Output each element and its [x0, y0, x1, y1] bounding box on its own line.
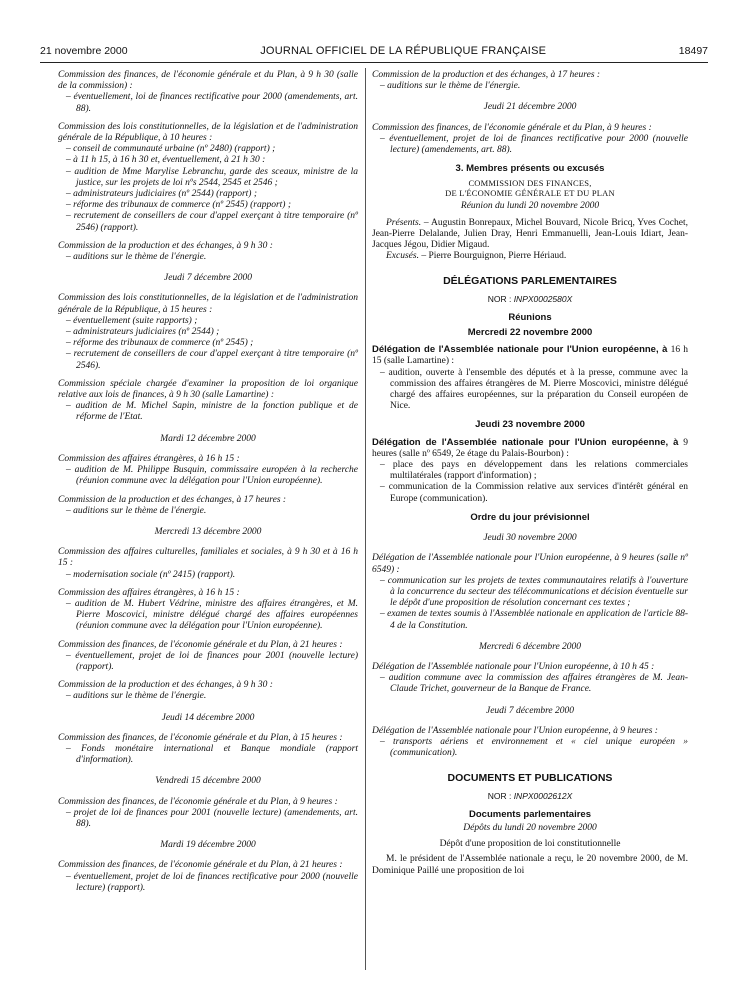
agenda-head: Commission des finances, de l'économie générale et du Plan, à 9 heures : — [372, 122, 652, 133]
agenda-head: Délégation de l'Assemblée nationale pour l'Union européenne, à 9 heures : — [372, 725, 658, 736]
agenda-item: – administrateurs judiciaires (nº 2544) (rapport) ; — [66, 189, 258, 200]
agenda-item: – communication sur les projets de textes communautaires relatifs à l'ouverture à la concurrence du secteur des télécommunications et décision éventuelle sur le dépôt d'une proposition de résolution concernant ces textes ; — [380, 575, 688, 609]
section-title-documents: DOCUMENTS ET PUBLICATIONS — [447, 772, 613, 785]
right-column — [372, 70, 688, 877]
commission-name: COMMISSION DES FINANCES, — [468, 178, 592, 189]
agenda-item: – auditions sur le thème de l'énergie. — [66, 252, 207, 263]
agenda-item: – communication de la Commission relative aux services d'intérêt général en Europe (communication). — [380, 482, 688, 504]
date-heading: Vendredi 15 décembre 2000 — [155, 776, 261, 787]
agenda-head: Commission des lois constitutionnelles, de la législation et de l'administration générale de la République, à 15 heures : — [58, 293, 358, 315]
section-title-delegations: DÉLÉGATIONS PARLEMENTAIRES — [443, 275, 617, 288]
date-heading: Mercredi 13 décembre 2000 — [154, 526, 262, 537]
delegation-name: Délégation de l'Assemblée nationale pour l'Union européenne, à — [372, 436, 679, 448]
agenda-block — [58, 733, 358, 767]
date-heading: Mercredi 6 décembre 2000 — [478, 641, 582, 652]
column-divider — [365, 68, 366, 970]
agenda-block — [58, 640, 358, 674]
agenda-item: – audition de M. Michel Sapin, ministre de la fonction publique et de réforme de l'Etat. — [66, 401, 358, 423]
nor-label: NOR : — [487, 790, 514, 801]
page-header — [40, 43, 708, 59]
agenda-item: – éventuellement, loi de finances rectificative pour 2000 (amendements, art. 88). — [66, 92, 358, 114]
present-members — [372, 218, 688, 252]
agenda-item: – conseil de communauté urbaine (nº 2480) (rapport) ; — [66, 144, 276, 155]
agenda-item: – à 11 h 15, à 16 h 30 et, éventuellement, à 21 h 30 : — [66, 155, 266, 166]
agenda-block — [372, 70, 688, 92]
agenda-block — [58, 293, 358, 371]
agenda-block — [58, 70, 358, 115]
agenda-item: – auditions sur le thème de l'énergie. — [66, 691, 207, 702]
agenda-item: – éventuellement, projet de loi de finances rectificative pour 2000 (nouvelle lecture) (amendements, art. 88). — [380, 133, 688, 156]
meeting-time: 9 heures (salle nº 6549, 2e étage du Palais-Bourbon) : — [372, 437, 689, 459]
agenda-block — [58, 547, 358, 581]
date-heading-bold: Jeudi 23 novembre 2000 — [475, 419, 585, 431]
present-label: Présents. — [386, 217, 422, 228]
agenda-head: Commission des affaires culturelles, familiales et sociales, à 9 h 30 et à 16 h 15 : — [58, 547, 358, 569]
agenda-item: – administrateurs judiciaires (nº 2544) ; — [66, 327, 220, 338]
agenda-item: – recrutement de conseillers de cour d'appel exerçant à titre temporaire (nº 2546). — [66, 349, 358, 371]
agenda-block — [372, 553, 688, 631]
agenda-item: – transports aériens et environnement et « ciel unique européen » (communication). — [380, 736, 688, 759]
nor-code: INPX0002612X — [513, 790, 573, 801]
agenda-block — [58, 860, 358, 894]
agenda-head: Commission des finances, de l'économie générale et du Plan, à 21 heures : — [58, 639, 343, 650]
header-page-number: 18497 — [678, 45, 708, 57]
agenda-head: Commission spéciale chargée d'examiner la proposition de loi organique relative aux lois de finances, à 9 h 30 (salle Lamartine) : — [58, 378, 358, 401]
nor-reference — [372, 791, 688, 802]
header-date: 21 novembre 2000 — [40, 45, 128, 57]
agenda-item: – Fonds monétaire international et Banque mondiale (rapport d'information). — [66, 743, 358, 766]
agenda-block — [372, 662, 688, 696]
subsection-title-reunions: Réunions — [508, 311, 552, 323]
agenda-block — [58, 122, 358, 234]
agenda-head: Commission des finances, de l'économie générale et du Plan, à 9 heures : — [58, 796, 338, 807]
agenda-head: Commission de la production et des échanges, à 17 heures : — [58, 494, 287, 505]
date-heading: Jeudi 21 décembre 2000 — [483, 102, 577, 113]
agenda-block — [372, 123, 688, 157]
agenda-item: – recrutement de conseillers de cour d'appel exerçant à titre temporaire (nº 2546) (rapport). — [66, 211, 358, 233]
nor-code: INPX0002580X — [513, 293, 573, 304]
present-names: – Augustin Bonrepaux, Michel Bouvard, Nicole Bricq, Yves Cochet, Jean-Pierre Delalande, Julien Dray, Henri Emmanuelli, Jean-Louis Idiart, Jean-Jacques Jégou, Didier Migaud. — [372, 217, 688, 251]
agenda-head: Commission des lois constitutionnelles, de la législation et de l'administration générale de la République, à 10 heures : — [58, 121, 358, 144]
meeting-date: Réunion du lundi 20 novembre 2000 — [460, 201, 600, 212]
agenda-item: – réforme des tribunaux de commerce (nº 2545) ; — [66, 338, 254, 349]
depot-heading: Dépôt d'une proposition de loi constitutionnelle — [439, 839, 621, 850]
excused-names: – Pierre Bourguignon, Pierre Hériaud. — [418, 251, 567, 262]
agenda-head: Commission des affaires étrangères, à 16 h 15 : — [58, 453, 240, 464]
agenda-item: – place des pays en développement dans les relations commerciales multilatérales (rapport d'information) ; — [380, 460, 688, 482]
nor-reference — [372, 294, 688, 305]
agenda-head: Commission de la production et des échanges, à 9 h 30 : — [58, 240, 273, 251]
date-heading: Jeudi 30 novembre 2000 — [483, 533, 577, 544]
left-column — [58, 70, 358, 901]
agenda-head: Commission de la production et des échanges, à 9 h 30 : — [58, 680, 273, 691]
date-heading-bold: Mercredi 22 novembre 2000 — [467, 327, 593, 339]
subsection-title-documents-parlementaires: Documents parlementaires — [469, 808, 591, 820]
agenda-head: Commission des finances, de l'économie générale et du Plan, à 15 heures : — [58, 732, 343, 743]
agenda-head: Délégation de l'Assemblée nationale pour l'Union européenne, à 10 h 45 : — [372, 661, 655, 672]
agenda-item: – éventuellement, projet de loi de finances rectificative pour 2000 (nouvelle lecture) (rapport). — [66, 871, 358, 893]
agenda-item: – audition de Mme Marylise Lebranchu, garde des sceaux, ministre de la justice, sur les projets de loi nºs 2544, 2545 et 2546 ; — [66, 166, 358, 188]
commission-name: DE L'ÉCONOMIE GÉNÉRALE ET DU PLAN — [445, 188, 615, 199]
agenda-block — [372, 726, 688, 760]
agenda-item: – réforme des tribunaux de commerce (nº 2545) (rapport) ; — [66, 200, 292, 211]
agenda-head — [372, 437, 688, 460]
agenda-item: – modernisation sociale (nº 2415) (rapport). — [66, 569, 236, 580]
agenda-block — [58, 680, 358, 702]
agenda-head: Commission des finances, de l'économie générale et du Plan, à 21 heures : — [58, 860, 343, 871]
agenda-item: – éventuellement, projet de loi de finances pour 2001 (nouvelle lecture) (rapport). — [66, 650, 358, 672]
agenda-item: – audition, ouverte à l'ensemble des députés et à la presse, commune avec la commission des affaires étrangères de M. Pierre Moscovici, ministre délégué chargé des affaires européennes, sur la préparation du Conseil européen de Nice. — [380, 367, 688, 412]
date-heading: Jeudi 7 décembre 2000 — [485, 705, 575, 716]
agenda-head: Délégation de l'Assemblée nationale pour l'Union européenne, à 9 heures (salle nº 6549) : — [372, 553, 688, 575]
agenda-head: Commission des finances, de l'économie générale et du Plan, à 9 h 30 (salle de la commission) : — [58, 70, 358, 92]
agenda-head: Commission de la production et des échanges, à 17 heures : — [372, 70, 601, 80]
agenda-item: – audition de M. Philippe Busquin, commissaire européen à la recherche (réunion commune avec la délégation pour l'Union européenne). — [66, 465, 358, 487]
header-journal-title: JOURNAL OFFICIEL DE LA RÉPUBLIQUE FRANÇAISE — [260, 45, 547, 57]
agenda-item: – projet de loi de finances pour 2001 (nouvelle lecture) (amendements, art. 88). — [66, 807, 358, 829]
depots-date: Dépôts du lundi 20 novembre 2000 — [463, 822, 597, 833]
agenda-head: Commission des affaires étrangères, à 16 h 15 : — [58, 587, 240, 598]
agenda-item: – éventuellement (suite rapports) ; — [66, 315, 198, 326]
agenda-head — [372, 344, 688, 367]
agenda-block — [372, 437, 688, 505]
subsection-title-ordre: Ordre du jour prévisionnel — [470, 511, 590, 523]
agenda-item: – auditions sur le thème de l'énergie. — [66, 505, 207, 516]
agenda-item: – audition de M. Hubert Védrine, ministre des affaires étrangères, et M. Pierre Moscovici, ministre délégué chargé des affaires européennes (réunion commune avec la délégation pour l'Union européenne). — [66, 598, 358, 632]
agenda-item: – audition commune avec la commission des affaires étrangères de M. Jean-Claude Trichet, gouverneur de la Banque de France. — [380, 673, 688, 695]
date-heading: Mardi 12 décembre 2000 — [160, 433, 256, 444]
agenda-block — [58, 495, 358, 517]
agenda-block — [58, 241, 358, 263]
meeting-time: 16 h 15 (salle Lamartine) : — [372, 345, 689, 367]
nor-label: NOR : — [487, 293, 514, 304]
agenda-block — [58, 454, 358, 488]
date-heading: Jeudi 7 décembre 2000 — [163, 273, 253, 284]
agenda-block — [372, 344, 688, 412]
agenda-block — [58, 588, 358, 633]
delegation-name: Délégation de l'Assemblée nationale pour l'Union européenne, à — [372, 344, 668, 356]
date-heading: Jeudi 14 décembre 2000 — [161, 712, 255, 723]
depot-paragraph: M. le président de l'Assemblée nationale a reçu, le 20 novembre 2000, de M. Dominique Paillé une proposition de loi — [372, 854, 688, 876]
excused-members — [372, 251, 688, 262]
agenda-item: – examen de textes soumis à l'Assemblée nationale en application de l'article 88-4 de la Constitution. — [380, 609, 688, 631]
agenda-block — [58, 379, 358, 424]
agenda-block — [58, 797, 358, 831]
excused-label: Excusés. — [386, 251, 419, 262]
agenda-item: – auditions sur le thème de l'énergie. — [380, 81, 521, 92]
section-title-members: 3. Membres présents ou excusés — [455, 163, 605, 175]
date-heading: Mardi 19 décembre 2000 — [160, 840, 256, 851]
header-rule — [40, 62, 708, 63]
